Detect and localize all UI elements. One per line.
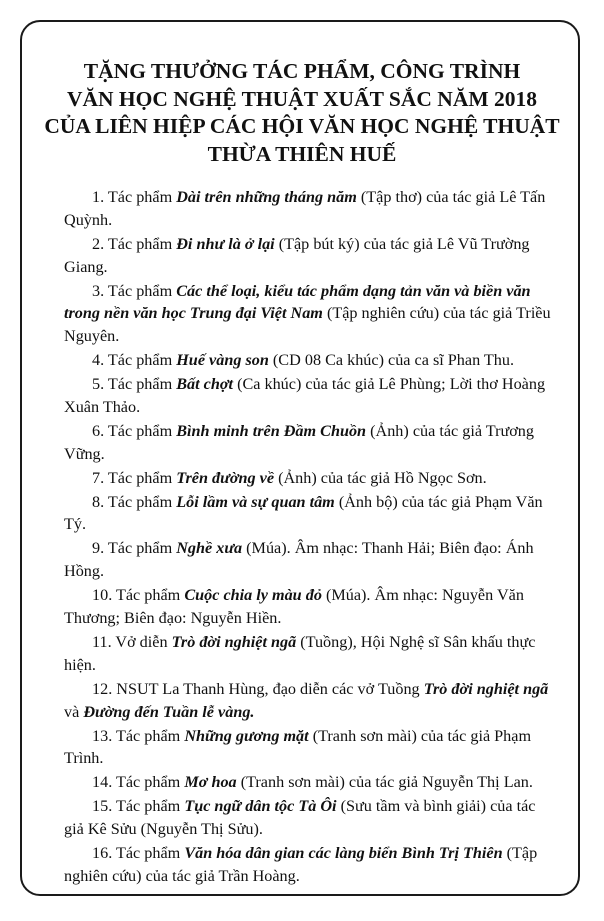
award-item: [64, 584, 552, 630]
award-details: (Tuồng), Hội Nghệ sĩ Sân khấu thực hiện.: [64, 633, 536, 674]
award-prefix: 8. Tác phẩm: [92, 492, 177, 511]
award-details: (Tranh sơn mài) của tác giả Nguyễn Thị Lan.: [236, 773, 533, 792]
work-title: Cuộc chia ly màu đỏ: [184, 586, 322, 605]
award-prefix: 11. Vở diễn: [92, 633, 172, 652]
work-title: Trò đời nghiệt ngã: [423, 679, 549, 698]
award-prefix: 9. Tác phẩm: [92, 539, 177, 558]
award-item: [64, 537, 552, 583]
award-connector: và: [64, 702, 84, 721]
award-prefix: 1. Tác phẩm: [92, 188, 177, 206]
award-details: (Tập nghiên cứu) của tác giả Triều Nguyên.: [64, 304, 551, 346]
award-item: [64, 795, 552, 841]
work-title: Dài trên những tháng năm: [176, 188, 357, 206]
title-line: VĂN HỌC NGHỆ THUẬT XUẤT SẮC NĂM 2018: [66, 86, 538, 111]
work-title: Tục ngữ dân tộc Tà Ôi: [184, 797, 337, 816]
award-list: [64, 186, 552, 889]
award-details: (Ảnh) của tác giả Trương Vững.: [64, 421, 534, 463]
award-item: [64, 233, 552, 279]
award-details: (Tập thơ) của tác giả Lê Tấn Quỳnh.: [64, 188, 546, 229]
work-title: Huế vàng son: [176, 351, 269, 370]
award-prefix: 7. Tác phẩm: [92, 468, 177, 487]
award-details: (Múa). Âm nhạc: Nguyễn Văn Thương; Biên đạo: Nguyễn Hiền.: [64, 586, 524, 628]
award-item: [64, 280, 552, 348]
award-details: (Ảnh) của tác giả Hồ Ngọc Sơn.: [274, 468, 487, 487]
award-details: (Ảnh bộ) của tác giả Phạm Văn Tý.: [64, 492, 543, 534]
award-prefix: 4. Tác phẩm: [92, 351, 177, 370]
work-title: Trò đời nghiệt ngã: [171, 633, 297, 652]
award-prefix: 13. Tác phẩm: [92, 726, 185, 745]
work-title: Văn hóa dân gian các làng biển Bình Trị Thiên: [184, 844, 503, 863]
document-title: [22, 58, 582, 168]
award-prefix: 15. Tác phẩm: [92, 797, 185, 816]
award-item: [64, 771, 552, 794]
award-item: [64, 373, 552, 419]
work-title-second: Đường đến Tuần lễ vàng.: [83, 702, 255, 721]
award-item: [64, 491, 552, 537]
award-prefix: 3. Tác phẩm: [92, 281, 177, 300]
title-line: CỦA LIÊN HIỆP CÁC HỘI VĂN HỌC NGHỆ THUẬT: [44, 114, 560, 138]
award-item: [64, 631, 552, 677]
award-item: [64, 842, 552, 888]
work-title: Những gương mặt: [184, 726, 309, 745]
award-item: [64, 725, 552, 771]
award-details: (Ca khúc) của tác giả Lê Phùng; Lời thơ Hoàng Xuân Thảo.: [64, 375, 546, 416]
award-item: [64, 420, 552, 466]
award-prefix: 5. Tác phẩm: [92, 375, 177, 394]
work-title: Nghề xưa: [176, 539, 243, 558]
award-item: [64, 678, 552, 724]
award-item: [64, 186, 552, 232]
work-title: Bình minh trên Đầm Chuồn: [176, 421, 367, 440]
work-title: Bất chợt: [176, 375, 234, 394]
title-line: THỪA THIÊN HUẾ: [207, 141, 397, 166]
award-prefix: 2. Tác phẩm: [92, 234, 177, 253]
award-prefix: 14. Tác phẩm: [92, 773, 185, 792]
title-line: TẶNG THƯỞNG TÁC PHẨM, CÔNG TRÌNH: [83, 59, 521, 83]
award-details: (Tập nghiên cứu) của tác giả Trần Hoàng.: [64, 844, 538, 885]
award-item: [64, 467, 552, 490]
work-title: Các thể loại, kiểu tác phẩm dạng tản văn và biền văn trong nền văn học Trung đại Việt Nam: [64, 281, 531, 323]
award-details: (Tranh sơn mài) của tác giả Phạm Trình.: [64, 726, 532, 768]
award-prefix: 10. Tác phẩm: [92, 586, 185, 605]
work-title: Đi như là ở lại: [176, 234, 275, 253]
work-title: Lỗi lầm và sự quan tâm: [176, 492, 335, 511]
work-title: Mơ hoa: [184, 773, 237, 792]
award-prefix: 12. NSUT La Thanh Hùng, đạo diễn các vở Tuồng: [92, 679, 424, 698]
award-item: [64, 349, 552, 372]
award-prefix: 16. Tác phẩm: [92, 844, 185, 863]
award-prefix: 6. Tác phẩm: [92, 421, 177, 440]
award-details: (Múa). Âm nhạc: Thanh Hải; Biên đạo: Ánh Hồng.: [64, 539, 534, 581]
award-details: (CD 08 Ca khúc) của ca sĩ Phan Thu.: [268, 351, 515, 370]
award-details: (Tập bút ký) của tác giả Lê Vũ Trường Giang.: [64, 234, 530, 276]
work-title: Trên đường về: [176, 468, 275, 487]
award-details: (Sưu tầm và bình giải) của tác giả Kê Sửu (Nguyễn Thị Sửu).: [64, 797, 536, 839]
